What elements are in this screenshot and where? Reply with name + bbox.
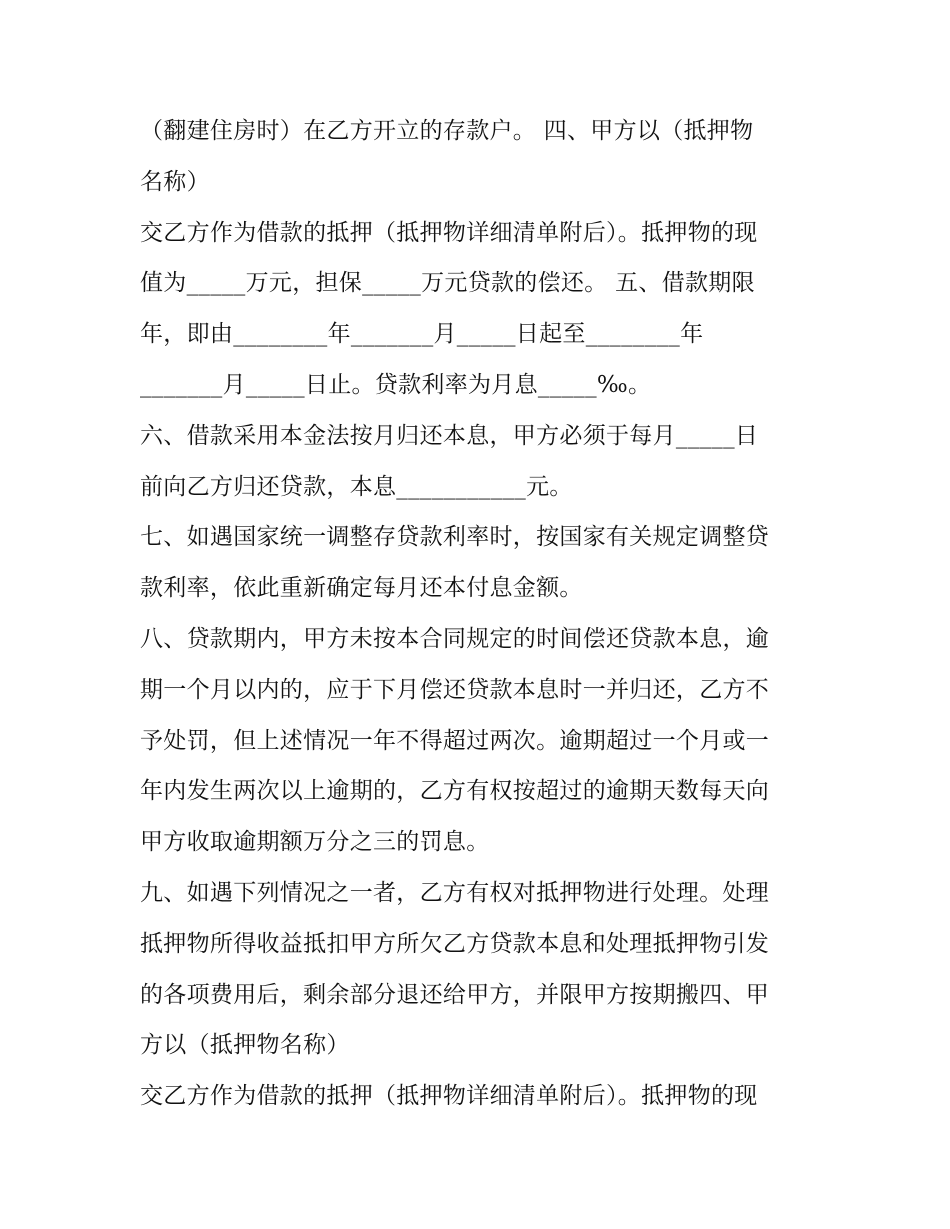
text-line: （翻建住房时）在乙方开立的存款户。 四、甲方以（抵押物: [140, 118, 754, 144]
text-line: 年，即由________年_______月_____日起至________年: [140, 321, 704, 348]
text-line: 六、借款采用本金法按月归还本息，甲方必须于每月_____日: [140, 422, 759, 449]
text-line: 交乙方作为借款的抵押（抵押物详细清单附后）。抵押物的现: [140, 219, 758, 246]
text-line: 七、如遇国家统一调整存贷款利率时，按国家有关规定调整贷: [140, 524, 770, 551]
text-line: 甲方收取逾期额万分之三的罚息。: [140, 829, 490, 856]
text-line: _______月_____日止。贷款利率为月息_____‰。: [140, 371, 652, 398]
text-line: 年内发生两次以上逾期的，乙方有权按超过的逾期天数每天向: [140, 778, 770, 805]
text-line: 予处罚，但上述情况一年不得超过两次。逾期超过一个月或一: [140, 727, 770, 754]
text-line: 期一个月以内的，应于下月偿还贷款本息时一并归还，乙方不: [140, 676, 770, 703]
text-line: 交乙方作为借款的抵押（抵押物详细清单附后）。抵押物的现: [140, 1083, 758, 1110]
text-line: 八、贷款期内，甲方未按本合同规定的时间偿还贷款本息，逾: [140, 625, 770, 652]
text-line: 值为_____万元，担保_____万元贷款的偿还。 五、借款期限: [140, 270, 755, 297]
text-line: 前向乙方归还贷款，本息___________元。: [140, 473, 573, 500]
text-line: 抵押物所得收益抵扣甲方所欠乙方贷款本息和处理抵押物引发: [140, 930, 770, 957]
contract-body: [140, 106, 820, 1122]
text-line: 款利率，依此重新确定每月还本付息金额。: [140, 575, 583, 602]
text-line: 九、如遇下列情况之一者，乙方有权对抵押物进行处理。处理: [140, 879, 770, 906]
text-line: 名称）: [140, 168, 210, 195]
text-line: 的各项费用后，剩余部分退还给甲方，并限甲方按期搬四、甲: [140, 981, 770, 1008]
text-line: 方以（抵押物名称）: [140, 1032, 350, 1059]
